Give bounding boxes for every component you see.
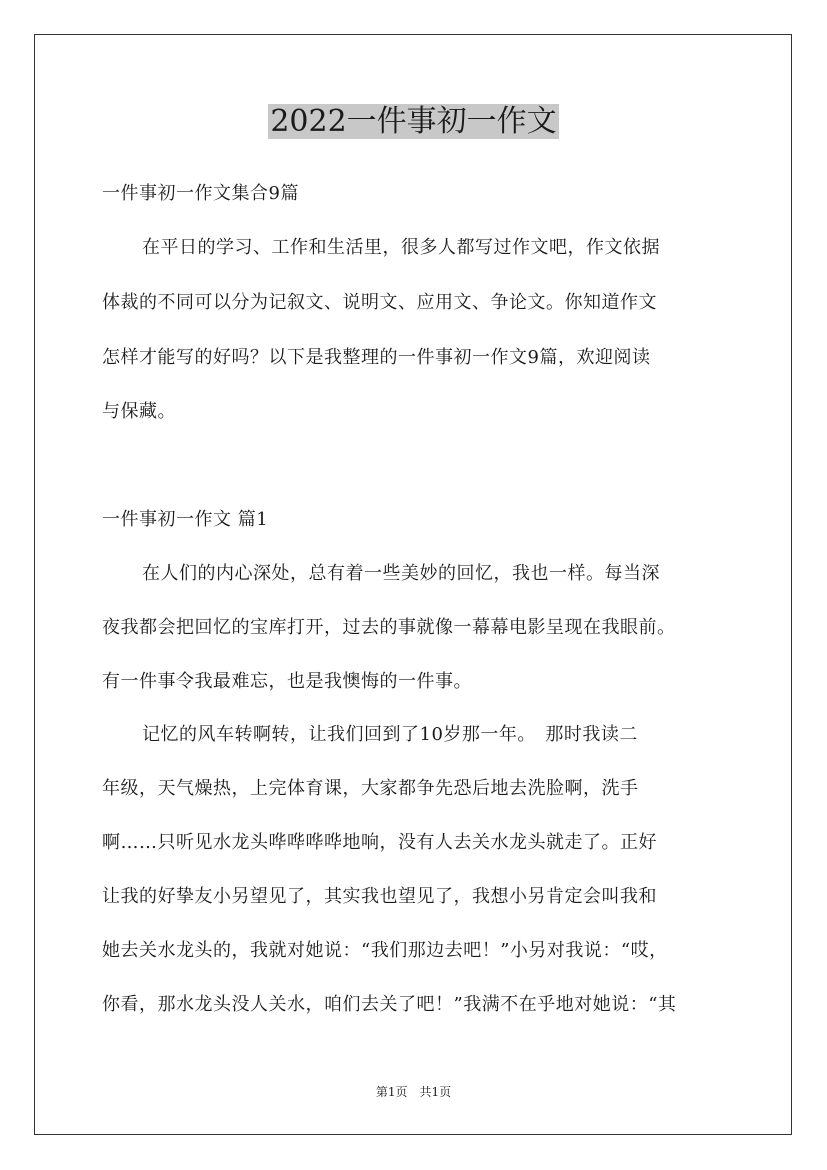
paragraph-line: 她去关水龙头的，我就对她说：“我们那边去吧！”小另对我说：“哎， [102,940,668,961]
paragraph-line: 让我的好挚友小另望见了，其实我也望见了，我想小另肯定会叫我和 [102,886,657,907]
paragraph-line: 你看，那水龙头没人关水，咱们去关了吧！”我满不在乎地对她说：“其 [102,994,677,1015]
section-heading: 一件事初一作文 篇1 [102,509,269,530]
paragraph-line: 啊……只听见水龙头哗哗哗哗地响，没有人去关水龙头就走了。正好 [102,832,657,853]
intro-line: 在平日的学习、工作和生活里，很多人都写过作文吧，作文依据 [142,237,660,258]
intro-line: 怎样才能写的好吗？以下是我整理的一件事初一作文9篇，欢迎阅读 [102,347,651,368]
paragraph-line: 年级，天气燥热，上完体育课，大家都争先恐后地去洗脸啊，洗手 [102,778,639,799]
paragraph-line: 在人们的内心深处，总有着一些美妙的回忆，我也一样。每当深 [142,563,660,584]
paragraph-line: 有一件事令我最难忘，也是我懊悔的一件事。 [102,671,472,692]
intro-line: 与保藏。 [102,401,176,422]
paragraph-line: 夜我都会把回忆的宝库打开，过去的事就像一幕幕电影呈现在我眼前。 [102,617,676,638]
intro-line: 体裁的不同可以分为记叙文、说明文、应用文、争论文。你知道作文 [102,292,657,313]
document-subtitle: 一件事初一作文集合9篇 [102,183,299,204]
paragraph-line: 记忆的风车转啊转，让我们回到了10岁那一年。 那时我读二 [142,724,638,745]
page-footer: 第1页 共1页 [375,1085,452,1099]
document-title: 2022一件事初一作文 [270,104,557,139]
